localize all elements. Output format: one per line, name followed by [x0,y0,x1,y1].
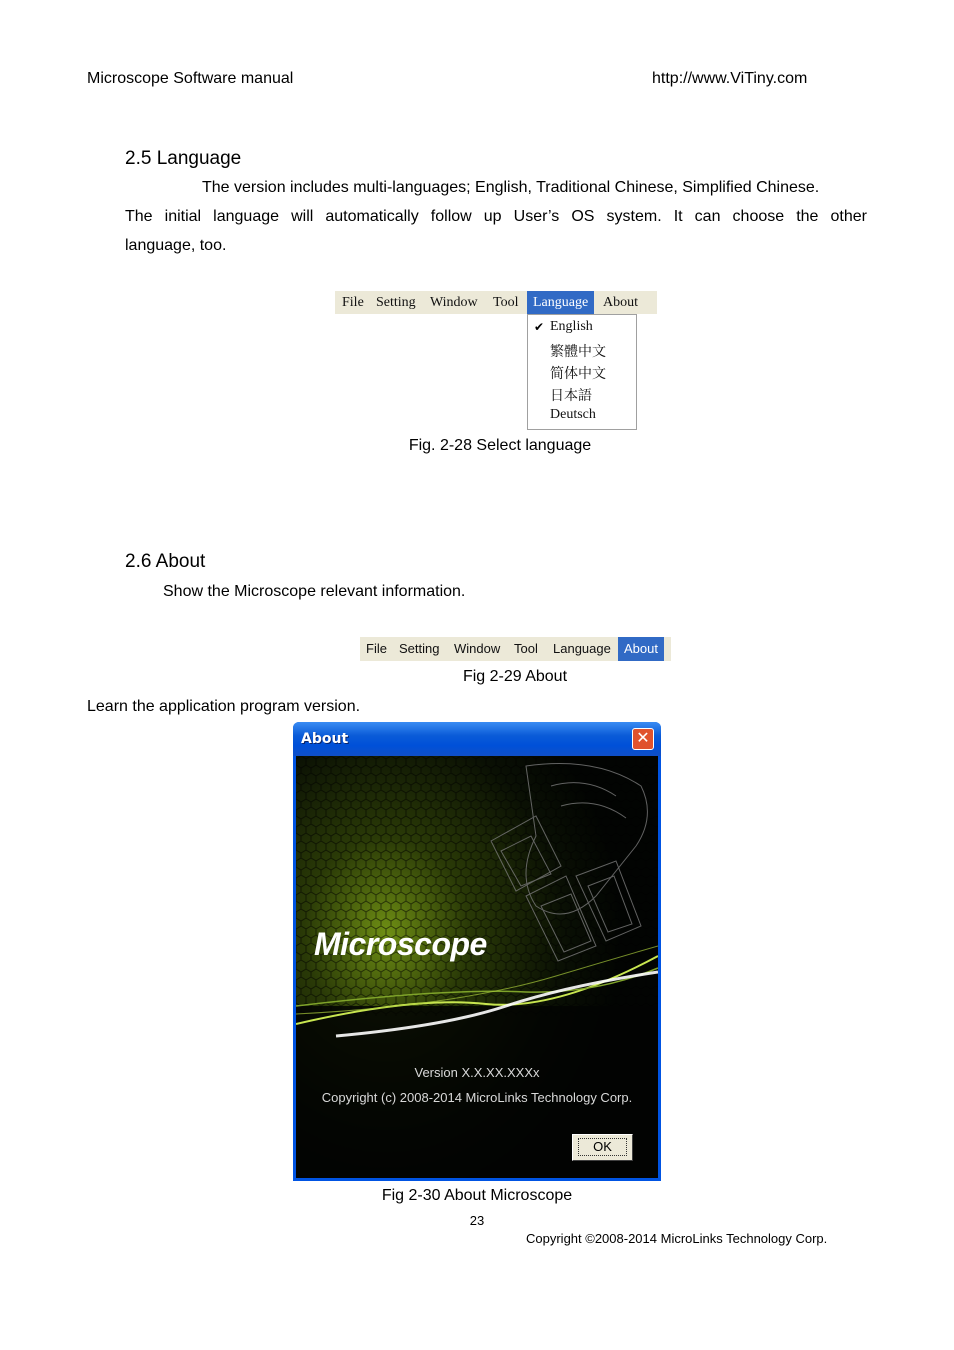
language-option-japanese[interactable]: 日本語 [550,389,592,404]
language-option-simplified-chinese[interactable]: 简体中文 [550,367,606,382]
about-description: Show the Microscope relevant information. [163,583,466,600]
section-title-language: 2.5 Language [125,148,242,169]
dialog-title: About [301,731,349,747]
language-option-english[interactable]: English [550,319,593,334]
menu-window[interactable]: Window [454,641,501,656]
language-para-line3: language, too. [125,237,227,254]
ok-button[interactable] [572,1134,633,1161]
dialog-titlebar[interactable] [293,722,661,756]
ok-button-label: OK [578,1138,627,1156]
language-option-traditional-chinese[interactable]: 繁體中文 [550,345,606,360]
footer-copyright: Copyright ©2008-2014 MicroLinks Technology Corp. [526,1231,828,1246]
fig30-caption: Fig 2-30 About Microscope [381,1187,573,1204]
language-menubar [335,291,657,314]
header-title: Microscope Software manual [87,70,294,87]
section-title-about: 2.6 About [125,551,206,572]
about-dialog [293,722,661,1181]
close-icon[interactable]: ✕ [632,728,654,750]
menu-file[interactable]: File [342,295,364,310]
language-dropdown [527,314,637,430]
menu-setting[interactable]: Setting [399,641,440,656]
language-option-german[interactable]: Deutsch [550,407,596,422]
splash-panel [296,756,658,1178]
menu-about[interactable]: About [603,295,638,310]
menu-setting[interactable]: Setting [376,295,416,310]
splash-background [296,756,658,1178]
language-para-line1: The version includes multi-languages; English, Traditional Chinese, Simplified Chinese. [202,179,820,196]
fig28-caption: Fig. 2-28 Select language [408,437,592,454]
menu-language[interactable]: Language [553,641,611,656]
menu-tool[interactable]: Tool [514,641,538,656]
microscope-logo: Microscope [314,926,487,962]
learn-version-text: Learn the application program version. [87,698,361,715]
header-url[interactable]: http://www.ViTiny.com [652,70,808,87]
copyright-text: Copyright (c) 2008-2014 MicroLinks Technology Corp. [321,1090,633,1105]
menu-about[interactable]: About [618,637,664,661]
fig29-caption: Fig 2-29 About [462,668,568,685]
language-para-line2: The initial language will automatically follow up User’s OS system. It can choose the other [125,208,867,225]
menu-tool[interactable]: Tool [493,295,519,310]
menu-language[interactable]: Language [527,291,594,314]
menu-window[interactable]: Window [430,295,478,310]
menu-file[interactable]: File [366,641,387,656]
about-menubar [360,637,671,661]
version-text: Version X.X.XX.XXXx [414,1065,540,1080]
page-number: 23 [469,1213,485,1228]
check-icon: ✔ [534,320,545,334]
